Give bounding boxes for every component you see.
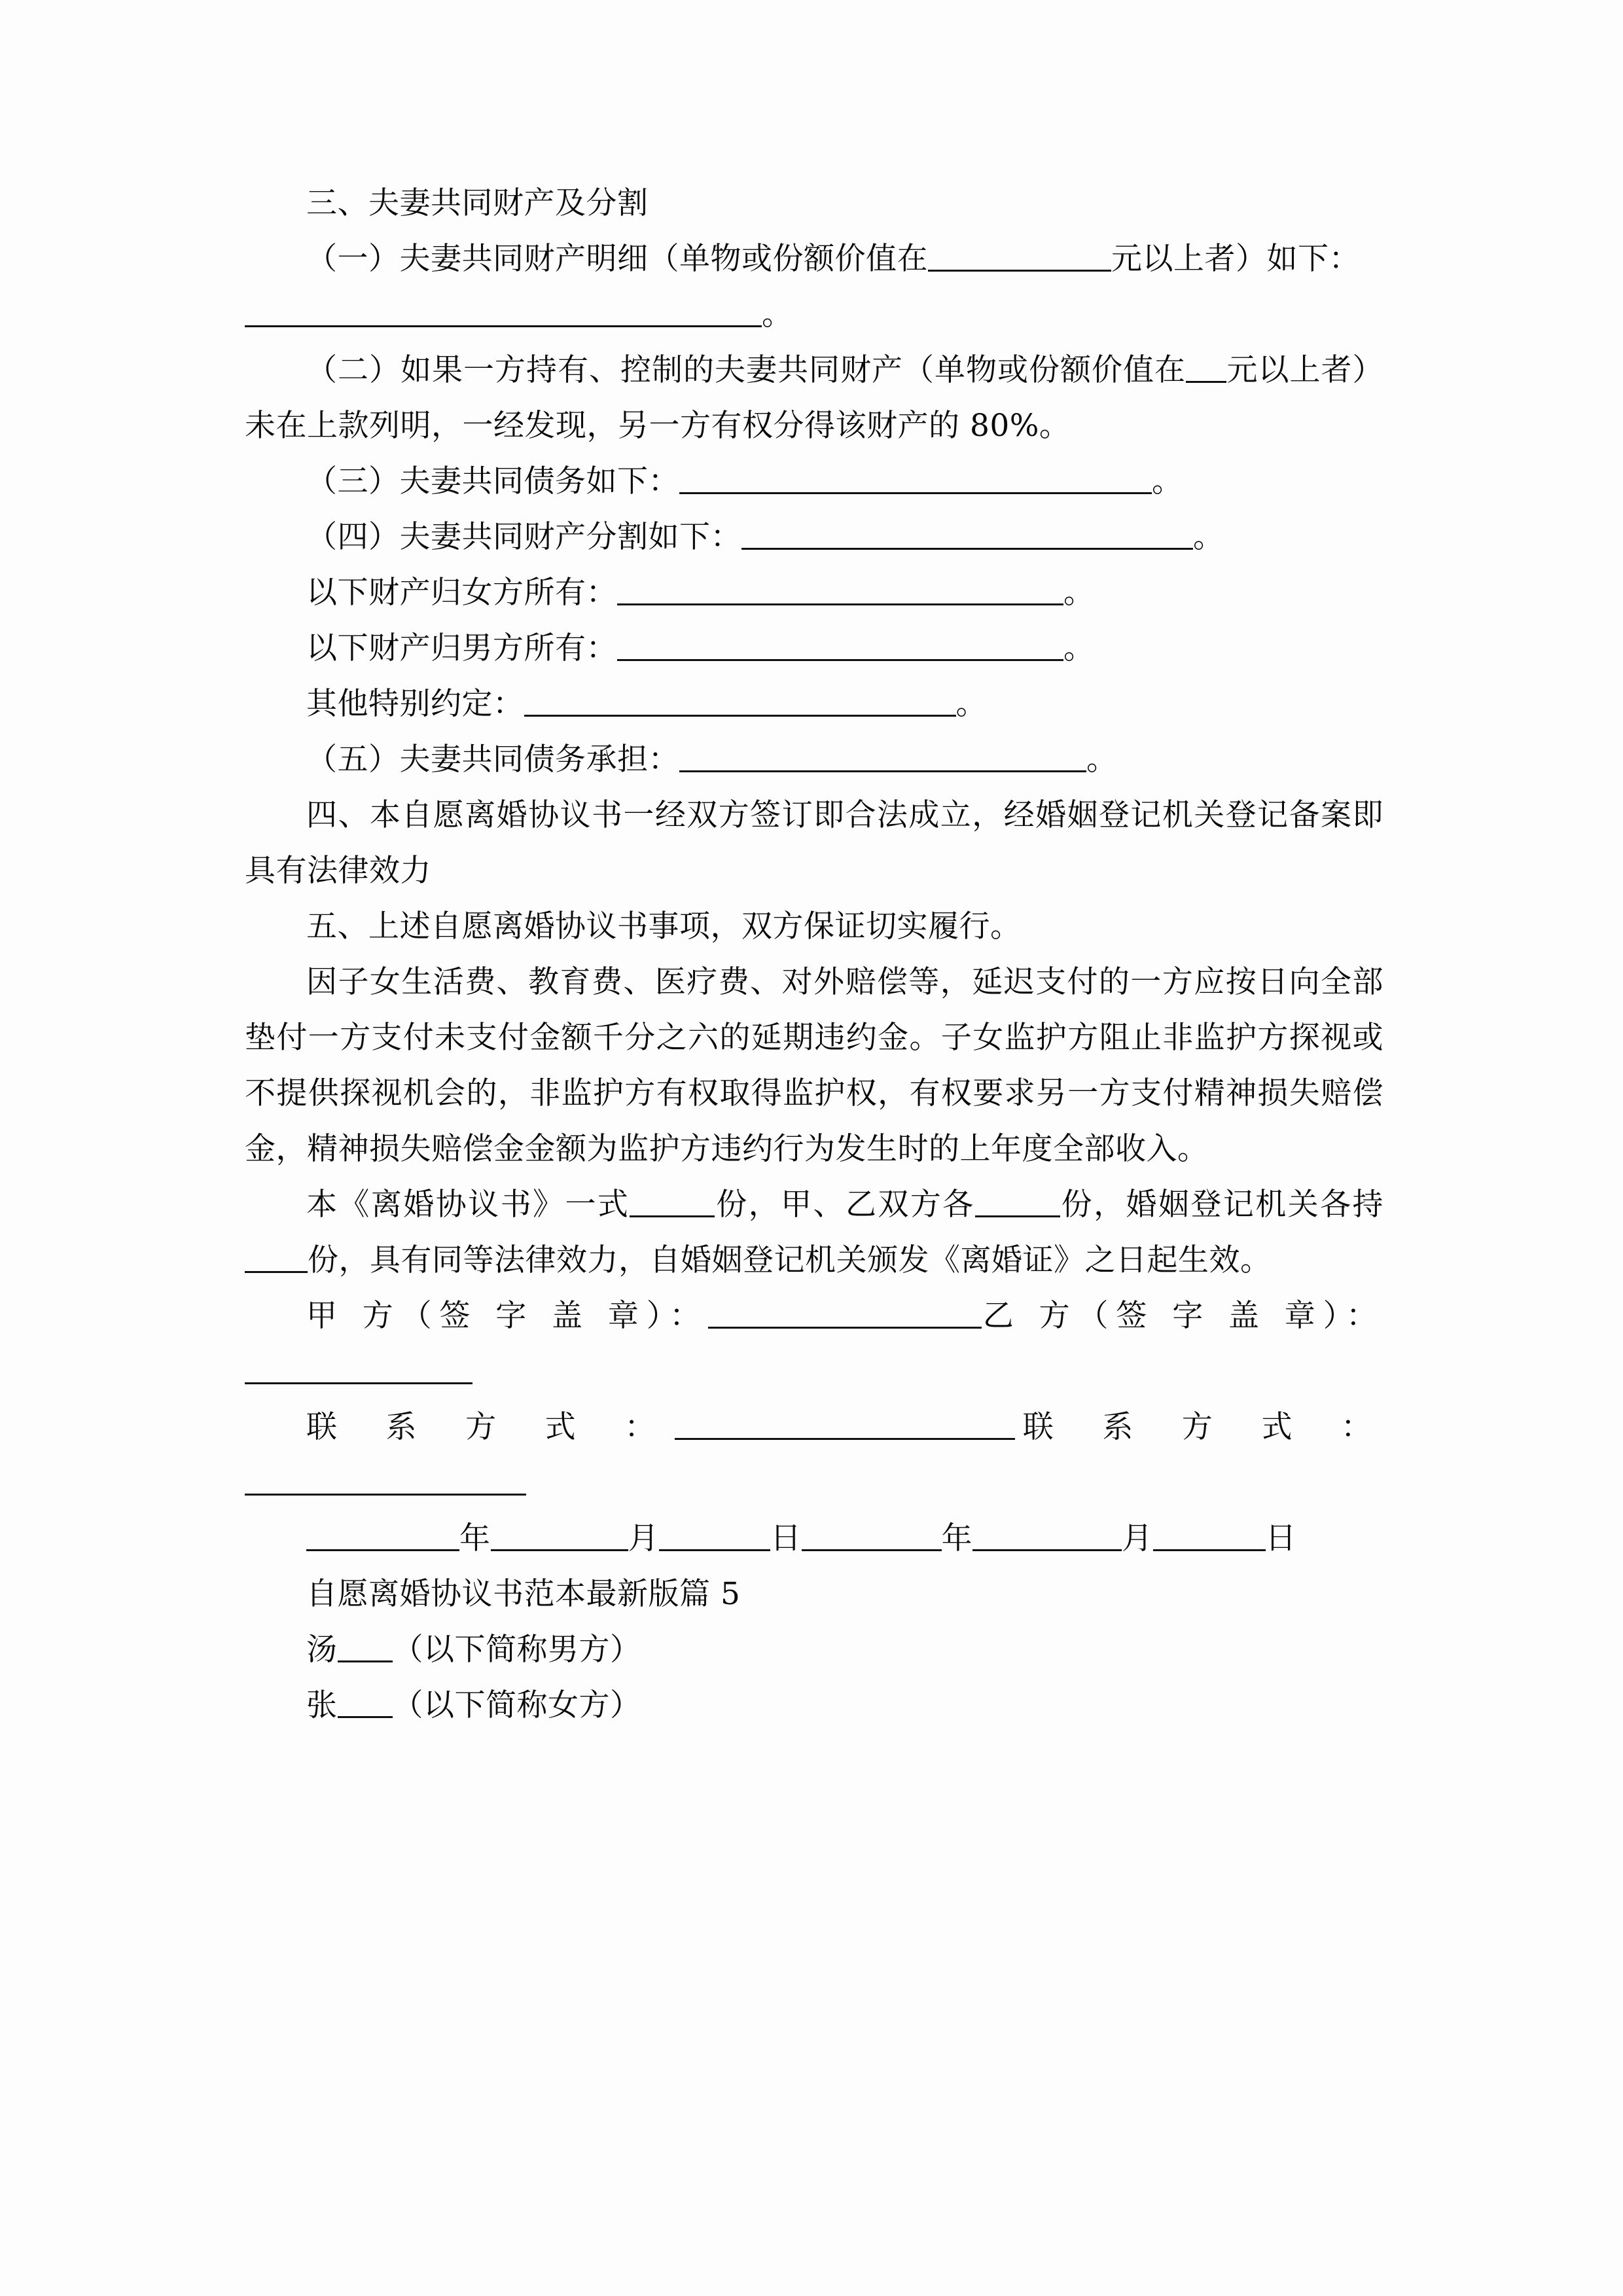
clause-1-detail-line	[245, 287, 1383, 342]
clause-5	[245, 732, 1383, 787]
party-b-signature-blank[interactable]	[245, 1356, 473, 1384]
clause-4-label: （四）夫妻共同财产分割如下：	[306, 519, 741, 555]
clause-4b-blank[interactable]	[617, 633, 1063, 661]
clause-1-text-post: 元以上者）如下：	[1111, 241, 1360, 277]
party-a-signature-blank[interactable]	[708, 1300, 982, 1329]
clause-4	[245, 509, 1383, 565]
clause-3-label: （三）夫妻共同债务如下：	[306, 463, 679, 499]
clause-4c-label: 其他特别约定：	[306, 686, 524, 722]
clause-4a-blank[interactable]	[617, 577, 1063, 605]
clause-4-blank[interactable]	[741, 522, 1193, 550]
clause-1	[245, 231, 1383, 287]
document-body	[245, 175, 1383, 1733]
contact-a-blank[interactable]	[675, 1412, 1015, 1440]
clause-1-text-pre: （一）夫妻共同财产明细（单物或份额价值在	[306, 241, 928, 277]
clause-1-detail-period: 。	[762, 296, 793, 332]
clause-9-copies	[245, 1177, 1383, 1288]
clause-8-penalty: 因子女生活费、教育费、医疗费、对外赔偿等，延迟支付的一方应按日向全部垫付一方支付未支付金额千分之六的延期违约金。子女监护方阻止非监护方探视或不提供探视机会的，非监护方有权取得监护权，有权要求另一方支付精神损失赔偿金，精神损失赔偿金金额为监护方违约行为发生时的上年度全部收入。	[245, 964, 1383, 1167]
date-a-day-blank[interactable]	[659, 1523, 770, 1551]
female-party-line	[245, 1677, 1383, 1733]
clause-3-period: 。	[1152, 463, 1183, 499]
clause-5-blank[interactable]	[679, 744, 1086, 772]
sample-title: 自愿离婚协议书范本最新版篇 5	[306, 1576, 741, 1612]
clause-9-part4: 份，具有同等法律效力，自婚姻登记机关颁发《离婚证》之日起生效。	[308, 1242, 1272, 1278]
signature-row	[245, 1288, 1383, 1399]
clause-2-text-pre: （二）如果一方持有、控制的夫妻共同财产（单物或份额价值在	[306, 352, 1186, 388]
contact-b-label: 联 系 方 式 ：	[1015, 1409, 1383, 1445]
clause-2	[245, 342, 1383, 454]
date-a-month-label: 月	[628, 1520, 659, 1556]
clause-5-label: （五）夫妻共同债务承担：	[306, 742, 679, 778]
date-a-month-blank[interactable]	[491, 1523, 628, 1551]
clause-9-copies-total-blank[interactable]	[630, 1189, 715, 1217]
clause-2-text-post: 元以上者）未在上款列明，一经发现，另一方有权分得该财产的 80%。	[245, 352, 1383, 444]
date-b-month-blank[interactable]	[972, 1523, 1122, 1551]
clause-9-copies-registry-blank[interactable]	[245, 1245, 308, 1273]
clause-4c-blank[interactable]	[524, 689, 956, 717]
clause-3	[245, 454, 1383, 509]
male-party-name-blank[interactable]	[338, 1634, 393, 1662]
male-party-surname: 汤	[306, 1632, 338, 1668]
clause-9-part1: 本《离婚协议书》一式	[306, 1187, 630, 1223]
clause-9-part2: 份，甲、乙双方各	[715, 1187, 975, 1223]
clause-4c-period: 。	[955, 686, 987, 722]
party-a-label: 甲 方（签 字 盖 章）：	[306, 1298, 708, 1334]
date-a-year-blank[interactable]	[306, 1523, 459, 1551]
contact-a-label: 联 系 方 式 ：	[306, 1409, 675, 1445]
clause-4b-period: 。	[1063, 630, 1095, 666]
date-a-day-label: 日	[770, 1520, 802, 1556]
female-party-name-blank[interactable]	[338, 1690, 393, 1718]
clause-4a-label: 以下财产归女方所有：	[306, 575, 617, 611]
male-party-line	[245, 1622, 1383, 1677]
clause-9-part3: 份，婚姻登记机关各持	[1060, 1187, 1384, 1223]
section-heading: 三、夫妻共同财产及分割	[306, 185, 649, 221]
contact-b-blank[interactable]	[245, 1467, 526, 1496]
female-party-surname: 张	[306, 1687, 338, 1723]
date-b-month-label: 月	[1122, 1520, 1153, 1556]
date-a-year-label: 年	[459, 1520, 491, 1556]
clause-5-period: 。	[1086, 742, 1118, 778]
date-row	[245, 1511, 1383, 1566]
clause-4-period: 。	[1193, 519, 1224, 555]
clause-9-copies-each-blank[interactable]	[975, 1189, 1060, 1217]
party-b-label: 乙 方（签 字 盖 章）：	[982, 1298, 1383, 1334]
clause-7: 五、上述自愿离婚协议书事项，双方保证切实履行。	[306, 908, 1022, 944]
clause-6: 四、本自愿离婚协议书一经双方签订即合法成立，经婚姻登记机关登记备案即具有法律效力	[245, 797, 1383, 889]
date-b-year-label: 年	[941, 1520, 972, 1556]
contact-row	[245, 1399, 1383, 1511]
clause-4b-male	[245, 620, 1383, 676]
clause-2-amount-blank[interactable]	[1186, 355, 1226, 383]
clause-4c-special	[245, 676, 1383, 732]
clause-4a-period: 。	[1063, 575, 1095, 611]
clause-3-blank[interactable]	[679, 466, 1152, 494]
date-b-day-label: 日	[1265, 1520, 1296, 1556]
clause-1-detail-blank[interactable]	[245, 299, 762, 327]
clause-4b-label: 以下财产归男方所有：	[306, 630, 617, 666]
female-party-suffix: （以下简称女方）	[392, 1687, 641, 1723]
clause-4a-female	[245, 565, 1383, 620]
male-party-suffix: （以下简称男方）	[392, 1632, 641, 1668]
clause-1-amount-blank[interactable]	[928, 243, 1111, 272]
date-b-year-blank[interactable]	[802, 1523, 942, 1551]
date-b-day-blank[interactable]	[1153, 1523, 1266, 1551]
